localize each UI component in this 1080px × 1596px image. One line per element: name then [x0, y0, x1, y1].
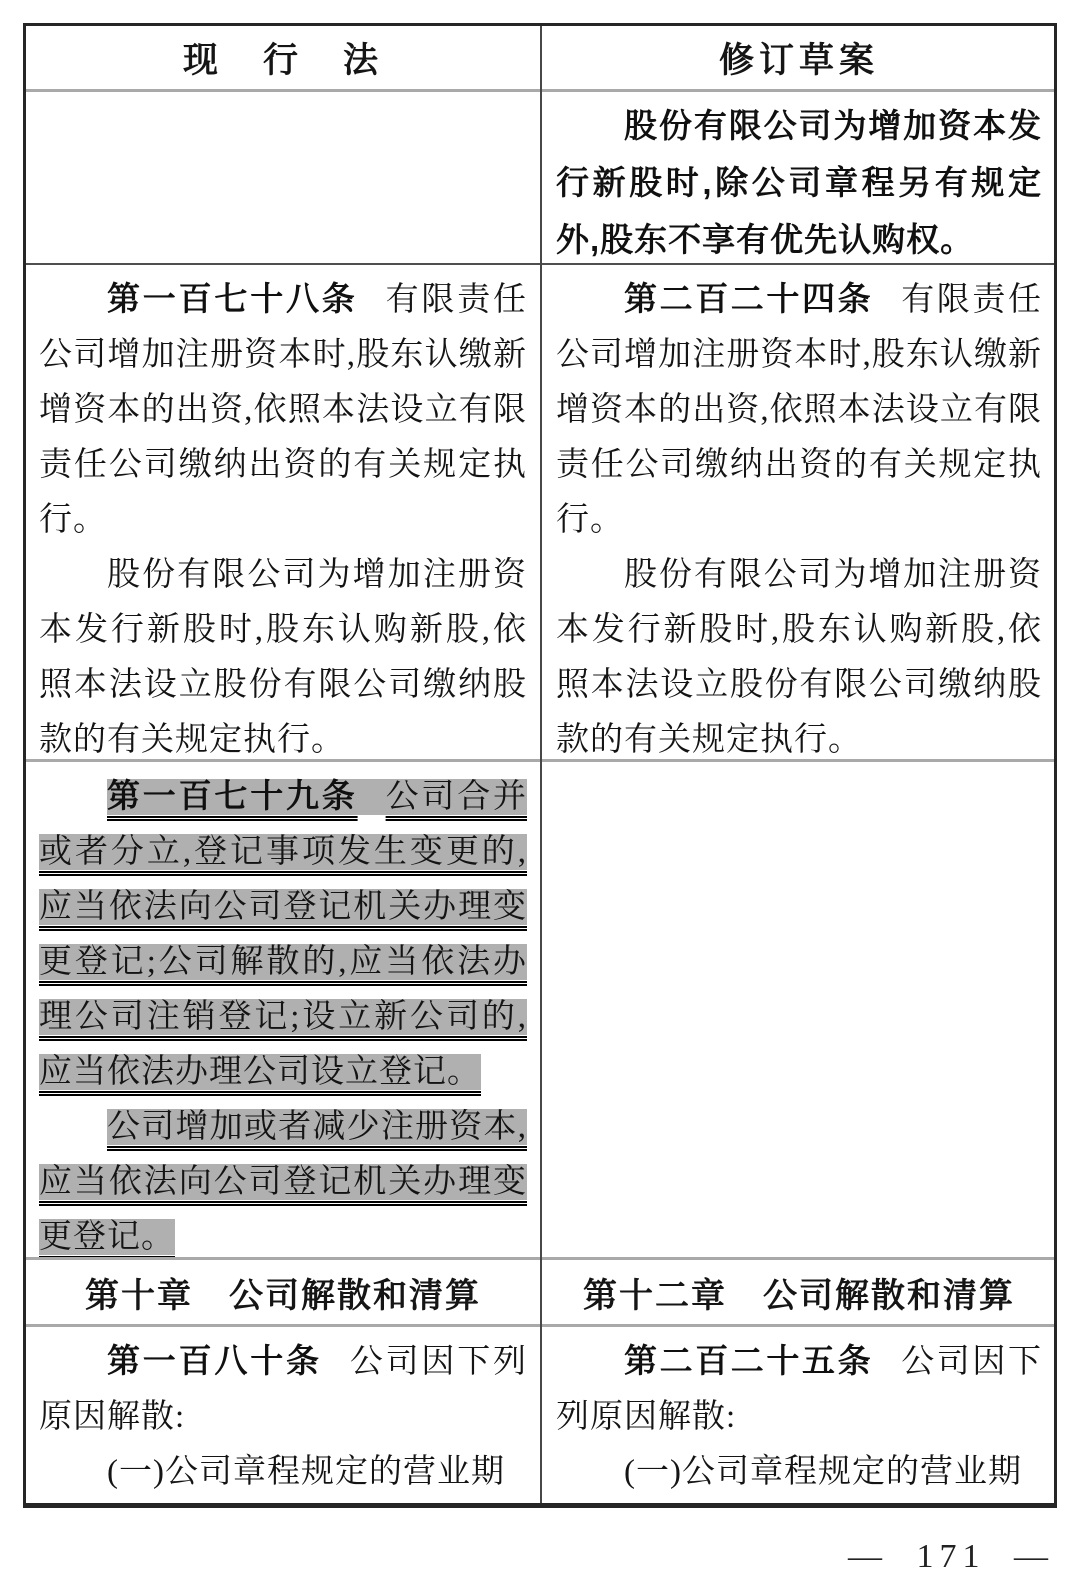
revision-draft-cell [540, 265, 1054, 759]
current-law-column-header: 现 行 法 [182, 40, 383, 80]
law-paragraph [556, 98, 1042, 263]
article-number: 第一百七十八条 [107, 280, 358, 317]
article-number: 第二百二十五条 [624, 1342, 874, 1379]
law-paragraph [556, 1445, 1042, 1500]
law-paragraph [39, 548, 527, 759]
column-divider-line [540, 26, 542, 1503]
law-paragraph [39, 271, 527, 548]
deleted-law-paragraph [39, 768, 527, 1100]
law-paragraph [556, 271, 1042, 548]
current-law-cell [26, 265, 540, 759]
current-law-cell [26, 762, 540, 1257]
current-law-cell [26, 1327, 540, 1503]
article-body-text: 股份有限公司为增加注册资本发行新股时,股东认购新股,依照本法设立股份有限公司缴纳股款的有关规定执行。 [39, 557, 527, 758]
page-number: — 171 — [848, 1538, 1054, 1575]
law-paragraph [556, 1333, 1042, 1445]
deleted-clause-text: 公司增加或者减少注册资本,应当依法向公司登记机关办理变更登记。 [39, 1109, 527, 1255]
deleted-law-paragraph [39, 1100, 527, 1257]
current-law-chapter-heading: 第十章 公司解散和清算 [85, 1276, 481, 1315]
revision-draft-column-header: 修订草案 [718, 40, 879, 80]
revision-draft-chapter-heading: 第十二章 公司解散和清算 [583, 1276, 1015, 1315]
deleted-clause-text [39, 779, 527, 1090]
law-paragraph [556, 548, 1042, 759]
article-number: 第一百八十条 [107, 1342, 322, 1379]
revision-draft-cell-empty [540, 762, 1054, 1257]
added-clause-text: 股份有限公司为增加资本发行新股时,除公司章程另有规定外,股东不享有优先认购权。 [556, 107, 1042, 258]
article-number: 第二百二十四条 [624, 280, 874, 317]
article-body-text: 股份有限公司为增加注册资本发行新股时,股东认购新股,依照本法设立股份有限公司缴纳股款的有关规定执行。 [556, 557, 1042, 758]
article-body-text: 公司因下列原因解散: [556, 1344, 1043, 1435]
current-law-cell-empty [26, 92, 540, 263]
law-comparison-table [23, 23, 1057, 1508]
article-body-text: (一)公司章程规定的营业期 [624, 1454, 1022, 1490]
revision-draft-cell [540, 1327, 1054, 1503]
article-body-text: (一)公司章程规定的营业期 [107, 1454, 505, 1490]
article-body-text: 有限责任公司增加注册资本时,股东认缴新增资本的出资,依照本法设立有限责任公司缴纳出资的有关规定执行。 [39, 282, 528, 538]
revision-draft-cell [540, 92, 1054, 263]
article-body-text: 公司因下列原因解散: [39, 1344, 528, 1435]
article-number: 第一百七十九条 [107, 777, 358, 814]
article-body-text: 公司合并或者分立,登记事项发生变更的,应当依法向公司登记机关办理变更登记;公司解散的,应当依法办理公司注销登记;设立新公司的,应当依法办理公司设立登记。 [39, 779, 528, 1090]
law-paragraph [39, 1333, 527, 1445]
law-paragraph [39, 1445, 527, 1500]
article-body-text: 有限责任公司增加注册资本时,股东认缴新增资本的出资,依照本法设立有限责任公司缴纳出资的有关规定执行。 [556, 282, 1043, 538]
